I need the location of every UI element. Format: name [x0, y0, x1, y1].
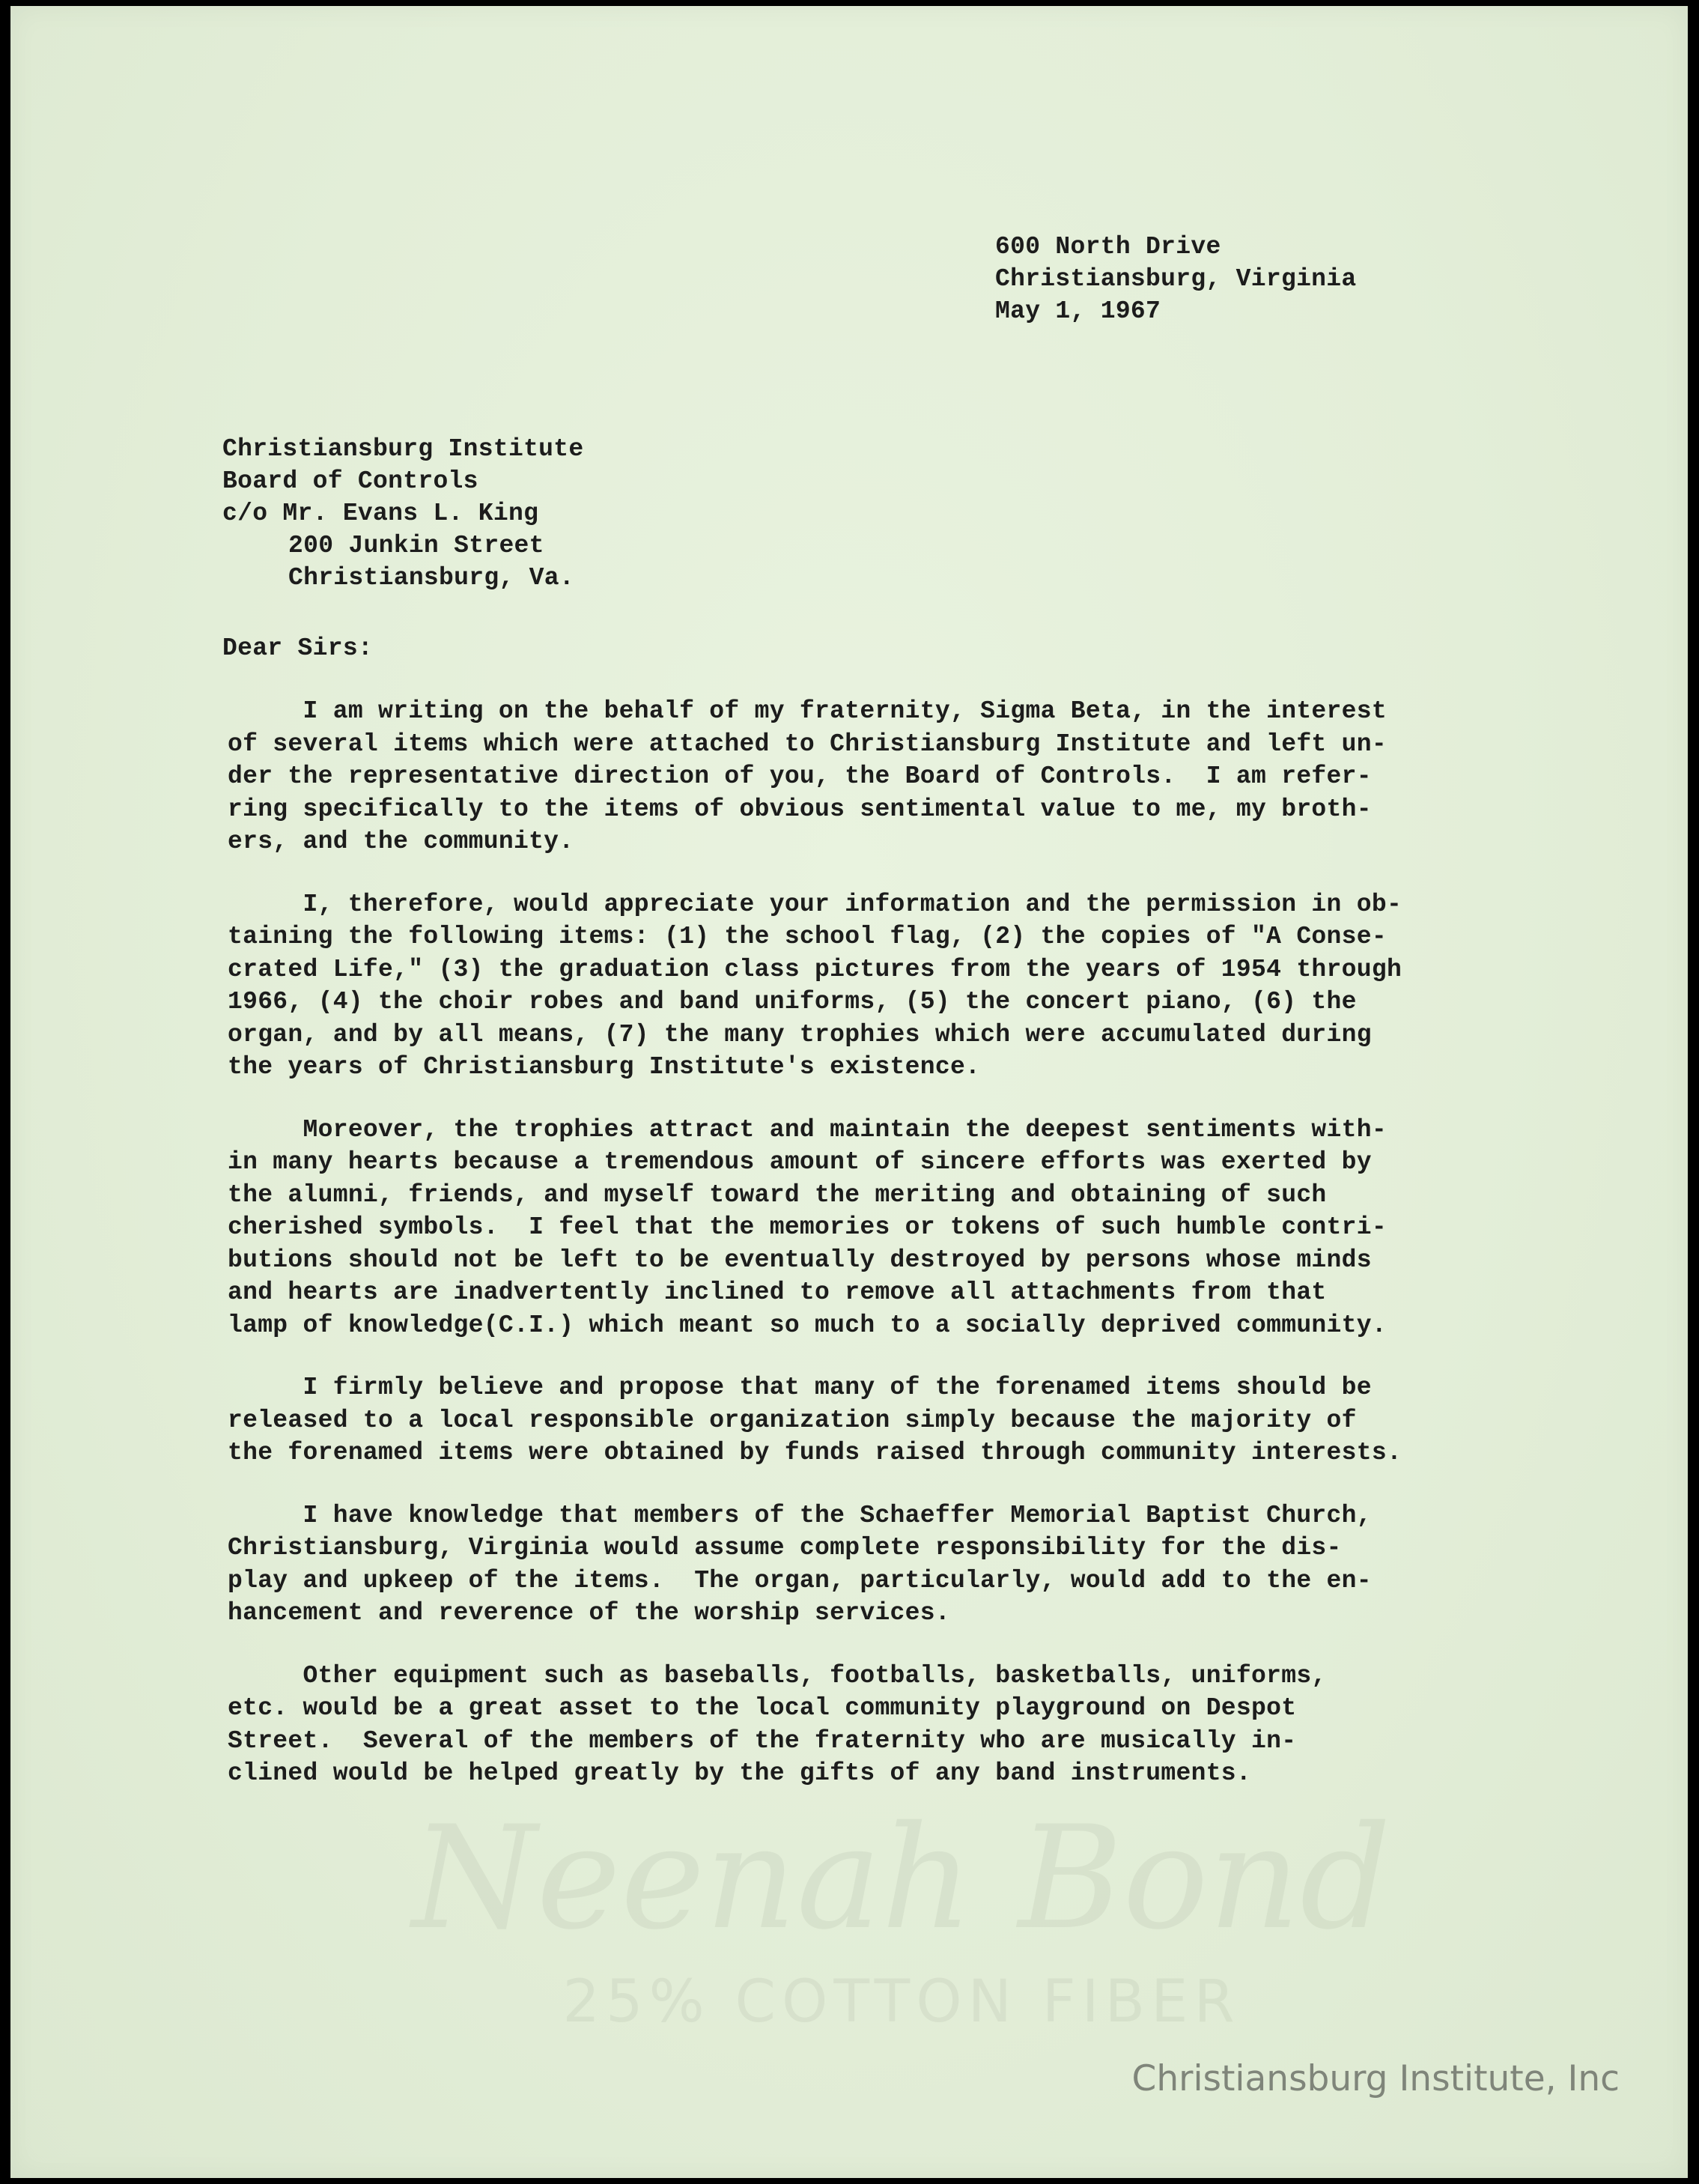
recipient-city: Christiansburg, Va.	[288, 564, 574, 592]
recipient-board: Board of Controls	[222, 467, 478, 495]
body-paragraph-1: I am writing on the behalf of my fraternity, Sigma Beta, in the interest of several items which were attached to Christiansburg Institute and left un- der the representative direction of you, the Board of Controls. I am refer- ring specifically to the items of obvious sentimental value to me, my broth- ers, and the community.	[228, 697, 1387, 855]
watermark-fiber: 25% COTTON FIBER	[562, 1968, 1241, 2036]
letter-date: May 1, 1967	[995, 297, 1161, 325]
return-address-city: Christiansburg, Virginia	[995, 265, 1357, 293]
archive-credit: Christiansburg Institute, Inc	[1131, 2058, 1620, 2099]
letter-body	[228, 695, 1516, 1820]
body-paragraph-2: I, therefore, would appreciate your information and the permission in ob- taining the following items: (1) the school flag, (2) the copies of "A Conse- crated Life," (3) the graduation class pictures from the years of 1954 through 1966, (4) the choir robes and band uniforms, (5) the concert piano, (6) the organ, and by all means, (7) the many trophies which were accumulated during the years of Christiansburg Institute's existence.	[228, 890, 1402, 1081]
body-paragraph-6: Other equipment such as baseballs, footballs, basketballs, uniforms, etc. would be a great asset to the local community playground on Despot Street. Several of the members of the fraternity who are musically in- clined would be helped greatly by the gifts of any band instruments.	[228, 1661, 1327, 1787]
letter-paper	[10, 6, 1688, 2178]
watermark-brand: Neenah Bond	[412, 1795, 1391, 1961]
recipient-organization: Christiansburg Institute	[222, 435, 584, 463]
salutation: Dear Sirs:	[222, 634, 374, 662]
body-paragraph-4: I firmly believe and propose that many of the forenamed items should be released to a local responsible organization simply because the majority of the forenamed items were obtained by funds raised through community interests.	[228, 1374, 1402, 1466]
paper-watermark	[340, 1795, 1463, 2036]
recipient-care-of: c/o Mr. Evans L. King	[222, 500, 539, 527]
return-address-street: 600 North Drive	[995, 233, 1221, 261]
body-paragraph-5: I have knowledge that members of the Schaeffer Memorial Baptist Church, Christiansburg, Virginia would assume complete responsibility for the dis- play and upkeep of the items. The organ, particularly, would add to the en- hancement and reverence of the worship services.	[228, 1501, 1372, 1627]
return-address	[995, 231, 1356, 327]
body-paragraph-3: Moreover, the trophies attract and maintain the deepest sentiments with- in many hearts because a tremendous amount of sincere efforts was exerted by the alumni, friends, and myself toward the meriting and obtaining of such cherished symbols. I feel that the memories or tokens of such humble contri- butions should not be left to be eventually destroyed by persons whose minds and hearts are inadvertently inclined to remove all attachments from that lamp of knowledge(C.I.) which meant so much to a socially deprived community.	[228, 1115, 1387, 1339]
inside-address	[222, 433, 583, 594]
recipient-street: 200 Junkin Street	[288, 532, 544, 559]
